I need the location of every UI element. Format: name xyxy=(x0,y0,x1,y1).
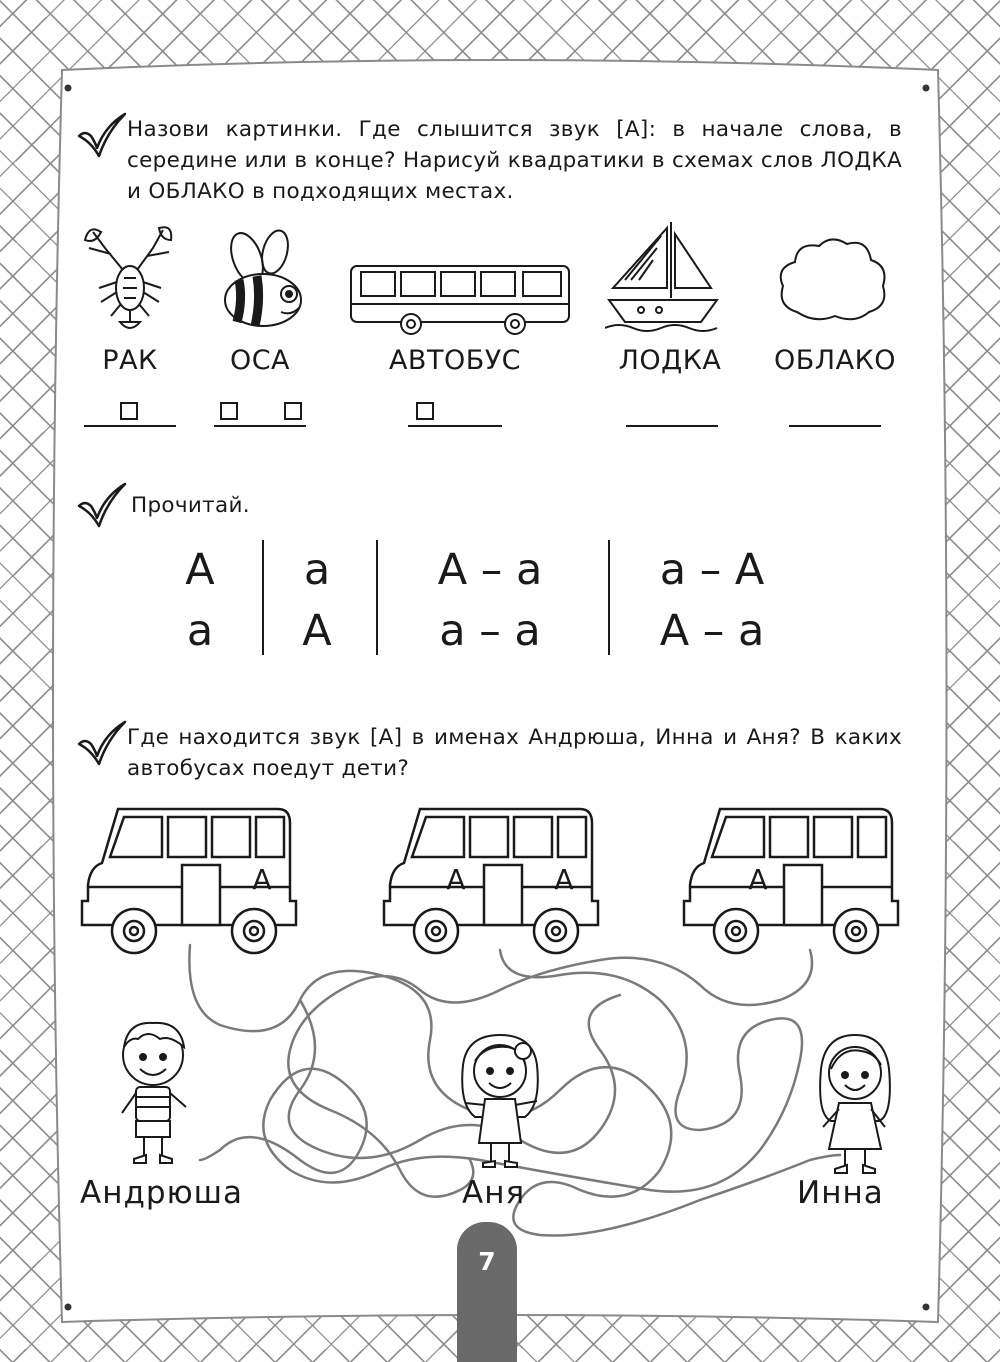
page-number-tab xyxy=(457,1222,517,1362)
child-name-anya: Аня xyxy=(462,1175,526,1211)
child-name-andryusha: Андрюша xyxy=(80,1175,244,1211)
girl-icon xyxy=(805,1025,905,1180)
letter-cell: А xyxy=(185,545,215,595)
letter-cell: а – а xyxy=(439,606,541,656)
picture-label-rak: РАК xyxy=(102,345,158,376)
bus-3-letter-left: А xyxy=(748,863,768,896)
letter-cell: А xyxy=(302,606,332,656)
bus-1-letter-right: А xyxy=(252,863,272,896)
bus-2[interactable] xyxy=(380,805,602,960)
bus-2-letter-right: А xyxy=(554,863,574,896)
letter-cell: А – а xyxy=(437,545,543,595)
child-name-inna: Инна xyxy=(797,1175,884,1211)
letter-cell: а xyxy=(186,606,214,656)
letter-cell: а – А xyxy=(659,545,765,595)
page-number: 7 xyxy=(478,1247,496,1276)
letter-cell: А – а xyxy=(659,606,765,656)
task-1-instruction: Назови картинки. Где слышится звук [А]: в начале слова, в середине или в конце? Нарисуй квадратики в схемах слов ЛОДКА и ОБЛАКО в подходящих местах. xyxy=(127,117,902,204)
bus-2-letter-left: А xyxy=(446,863,466,896)
bus-3[interactable] xyxy=(680,805,902,960)
letter-cell: а xyxy=(303,545,331,595)
picture-label-lodka: ЛОДКА xyxy=(618,345,722,376)
task-2-instruction: Прочитай. xyxy=(131,493,250,518)
picture-label-osa: ОСА xyxy=(229,345,291,376)
girl-with-bow-icon xyxy=(445,1025,555,1175)
boy-icon xyxy=(108,1015,198,1170)
picture-label-avtobus: АВТОБУС xyxy=(388,345,522,376)
task-3-instruction: Где находится звук [А] в именах Андрюша, Инна и Аня? В каких автобусах поедут дети? xyxy=(127,725,902,781)
picture-label-oblako: ОБЛАКО xyxy=(774,345,896,376)
bus-1[interactable] xyxy=(78,805,300,960)
